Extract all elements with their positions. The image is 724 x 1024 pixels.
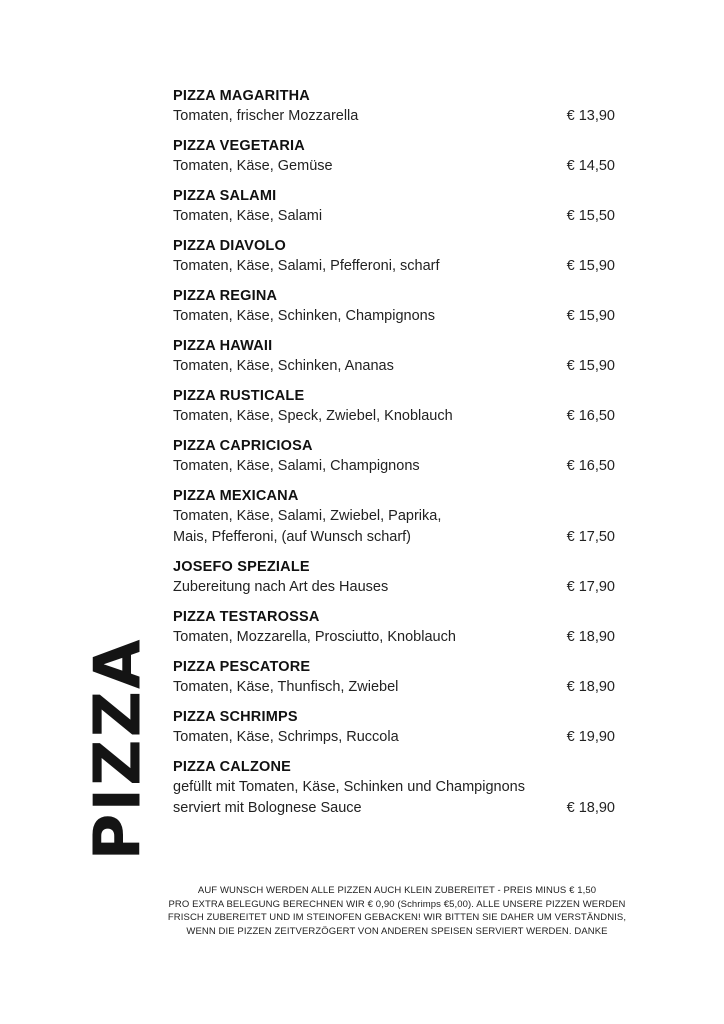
item-price: € 19,90 [566, 729, 615, 745]
menu-item [173, 707, 618, 748]
item-row [173, 727, 618, 748]
menu-item [173, 486, 618, 548]
item-row [173, 627, 618, 648]
item-description: Tomaten, Käse, Salami [173, 208, 323, 224]
item-row [173, 156, 618, 177]
menu-item [173, 136, 618, 177]
item-row [173, 306, 618, 327]
menu-item [173, 336, 618, 377]
item-price: € 17,90 [566, 579, 615, 595]
item-description: Tomaten, Käse, Salami, Zwiebel, Paprika, Mais, Pfefferoni, (auf Wunsch scharf) [173, 508, 442, 545]
item-name: PIZZA PESCATORE [173, 659, 311, 675]
item-name: PIZZA DIAVOLO [173, 238, 286, 254]
item-description: Zubereitung nach Art des Hauses [173, 579, 389, 595]
item-name: PIZZA MAGARITHA [173, 88, 310, 104]
footnote-line: AUF WUNSCH WERDEN ALLE PIZZEN AUCH KLEIN ZUBEREITET - PREIS MINUS € 1,50 [197, 885, 597, 896]
item-description: gefüllt mit Tomaten, Käse, Schinken und Champignons serviert mit Bolognese Sauce [173, 779, 525, 816]
item-description: Tomaten, Käse, Gemüse [173, 158, 333, 174]
item-row [173, 506, 618, 548]
item-name: PIZZA SALAMI [173, 188, 277, 204]
item-row [173, 456, 618, 477]
menu-item [173, 236, 618, 277]
item-price: € 15,90 [566, 358, 615, 374]
item-price: € 15,50 [566, 208, 615, 224]
item-description: Tomaten, Käse, Salami, Pfefferoni, scharf [173, 258, 440, 274]
item-description: Tomaten, Käse, Speck, Zwiebel, Knoblauch [173, 408, 453, 424]
item-name: PIZZA REGINA [173, 288, 278, 304]
item-price: € 16,50 [566, 408, 615, 424]
item-name: PIZZA HAWAII [173, 338, 273, 354]
item-row [173, 106, 618, 127]
item-name: PIZZA CALZONE [173, 759, 292, 775]
item-name: PIZZA TESTAROSSA [173, 609, 320, 625]
menu-item [173, 86, 618, 127]
item-price: € 18,90 [566, 800, 615, 816]
item-row [173, 206, 618, 227]
menu-item [173, 657, 618, 698]
item-price: € 18,90 [566, 629, 615, 645]
item-price: € 15,90 [566, 258, 615, 274]
section-title-vertical [84, 630, 154, 868]
menu-item [173, 386, 618, 427]
item-name: PIZZA VEGETARIA [173, 138, 305, 154]
footnote-line: FRISCH ZUBEREITET UND IM STEINOFEN GEBACKEN! WIR BITTEN SIE DAHER UM VERSTÄNDNIS, [167, 912, 627, 923]
menu-footnote [150, 884, 644, 938]
item-price: € 14,50 [566, 158, 615, 174]
item-description: Tomaten, Käse, Thunfisch, Zwiebel [173, 679, 399, 695]
item-description: Tomaten, Käse, Schinken, Champignons [173, 308, 435, 324]
item-description: Tomaten, frischer Mozzarella [173, 108, 359, 124]
item-description: Tomaten, Käse, Salami, Champignons [173, 458, 420, 474]
item-price: € 13,90 [566, 108, 615, 124]
pizza-menu-list [173, 86, 618, 828]
item-price: € 17,50 [566, 529, 615, 545]
item-row [173, 677, 618, 698]
menu-item [173, 557, 618, 598]
item-name: PIZZA SCHRIMPS [173, 709, 298, 725]
menu-item [173, 607, 618, 648]
item-row [173, 577, 618, 598]
item-price: € 18,90 [566, 679, 615, 695]
item-name: PIZZA RUSTICALE [173, 388, 305, 404]
item-description: Tomaten, Käse, Schinken, Ananas [173, 358, 394, 374]
item-description: Tomaten, Mozzarella, Prosciutto, Knoblauch [173, 629, 456, 645]
item-name: PIZZA MEXICANA [173, 488, 299, 504]
item-name: JOSEFO SPEZIALE [173, 559, 310, 575]
item-row [173, 406, 618, 427]
menu-item [173, 757, 618, 819]
footnote-line: WENN DIE PIZZEN ZEITVERZÖGERT VON ANDEREN SPEISEN SERVIERT WERDEN. DANKE [186, 925, 608, 937]
item-price: € 16,50 [566, 458, 615, 474]
item-row [173, 256, 618, 277]
menu-item [173, 186, 618, 227]
item-row [173, 356, 618, 377]
item-price: € 15,90 [566, 308, 615, 324]
menu-item [173, 286, 618, 327]
item-name: PIZZA CAPRICIOSA [173, 438, 313, 454]
item-row [173, 777, 618, 819]
footnote-line: PRO EXTRA BELEGUNG BERECHNEN WIR € 0,90 (Schrimps €5,00). ALLE UNSERE PIZZEN WERDEN [168, 898, 626, 910]
menu-item [173, 436, 618, 477]
section-title: PIZZA [82, 637, 156, 861]
item-description: Tomaten, Käse, Schrimps, Ruccola [173, 729, 399, 745]
